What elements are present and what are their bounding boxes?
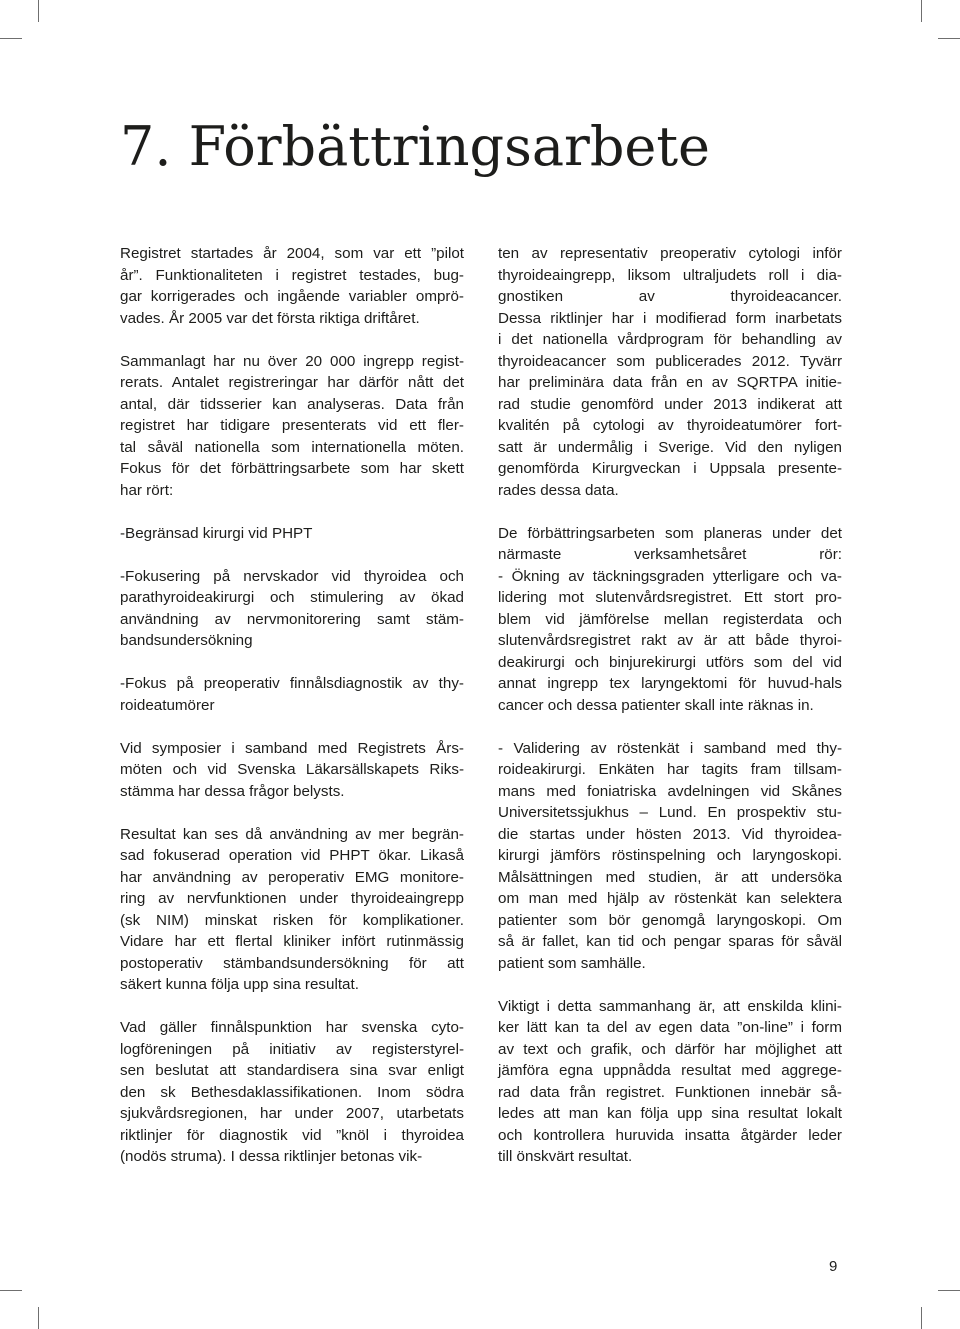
crop-mark-top-right-h xyxy=(938,38,960,39)
text-line: die startas under hösten 2013. Vid thyroidea- xyxy=(498,825,842,843)
text-line: Dessa riktlinjer har i modifierad form inarbetats xyxy=(498,309,842,327)
text-line: thyroideacancer som publicerades 2012. Tyvärr xyxy=(498,352,842,370)
text-line: har användning av peroperativ EMG monitore- xyxy=(120,868,464,886)
text-line: jämföra egna uppnådda resultat med aggrege- xyxy=(498,1062,842,1079)
text-line: så är fallet, kan tid och pengar sparas för såväl xyxy=(498,933,842,950)
text-line: rad studie genomförd under 2013 indikerat att xyxy=(498,395,842,413)
text-line: - Ökning av täckningsgraden ytterligare och va- xyxy=(498,567,842,585)
text-line: av text och grafik, och därför har möjlighet att xyxy=(498,1040,842,1058)
crop-mark-bottom-right-h xyxy=(938,1290,960,1291)
text-line: cancer och dessa patienter skall inte räknas in. xyxy=(498,696,814,714)
paragraph xyxy=(498,996,842,1168)
paragraph xyxy=(120,824,464,996)
crop-mark-bottom-left-v xyxy=(38,1307,39,1329)
text-line: registret har tidigare presenterats vid ett fler- xyxy=(120,417,464,434)
text-line: Universitetssjukhus – Lund. En prospektiv stu- xyxy=(498,804,842,821)
crop-mark-bottom-right-v xyxy=(921,1307,922,1329)
page-number: 9 xyxy=(829,1258,838,1275)
text-line: möten och vid Svenska Läkarsällskapets Riks- xyxy=(120,761,464,778)
text-line: parathyroideakirurgi och stimulering av ökad xyxy=(120,589,464,606)
text-line: kirurgi jämförs röstinspelning och laryngoskopi. xyxy=(498,847,842,864)
crop-mark-bottom-left-h xyxy=(0,1290,22,1291)
crop-mark-top-left-h xyxy=(0,38,22,39)
text-line: gnostiken av thyroideacancer. xyxy=(498,288,842,305)
text-line: har rört: xyxy=(120,481,174,499)
text-line: deakirurgi och binjurekirurgi utförs som del vid xyxy=(498,653,842,671)
text-line: tal såväl nationella som internationella möten. xyxy=(120,438,464,456)
text-line: blem vid jämförelse mellan registerdata och xyxy=(498,610,842,628)
text-line: Vad gäller finnålspunktion har svenska cyto- xyxy=(120,1019,464,1036)
text-line: sen beslutat att standardisera sina svar enligt xyxy=(120,1062,464,1079)
left-column xyxy=(120,243,464,1168)
text-line: vades. År 2005 var det första riktiga driftåret. xyxy=(120,309,420,327)
text-line: annat ingrepp tex laryngektomi för huvud-hals xyxy=(498,675,842,692)
text-line: -Fokus på preoperativ finnålsdiagnostik av thy- xyxy=(120,675,464,692)
text-line: - Validering av röstenkät i samband med thy- xyxy=(498,739,842,757)
text-line: Vid symposier i samband med Registrets Års- xyxy=(120,739,464,757)
text-line: bandsundersökning xyxy=(120,632,253,649)
paragraph-gap xyxy=(120,652,464,674)
text-line: ledes att man kan följa upp sina resultat lokalt xyxy=(498,1105,842,1122)
text-line: (nodös struma). I dessa riktlinjer betonas vik- xyxy=(120,1148,423,1165)
text-line: stämma har dessa frågor belysts. xyxy=(120,782,345,800)
text-line: satt är undermålig i Sverige. Vid den nyligen xyxy=(498,438,842,456)
text-line: den sk Bethesdaklassifikationen. Inom södra xyxy=(120,1083,464,1101)
text-line: slutenvårdsregistret rakt av är att både thyroi- xyxy=(498,632,842,649)
text-line: thyroideaingrepp, liksom ultraljudets roll i dia- xyxy=(498,266,842,284)
text-line: Viktigt i detta sammanhang är, att enskilda klini- xyxy=(498,997,842,1015)
text-line: riktlinjer för diagnostik vid ”knöl i thyroidea xyxy=(120,1126,464,1144)
text-line: -Begränsad kirurgi vid PHPT xyxy=(120,524,313,542)
text-line: De förbättringsarbeten som planeras under det xyxy=(498,524,842,542)
paragraph xyxy=(120,523,464,545)
text-line: lidering mot slutenvårdsregistret. Ett stort pro- xyxy=(498,589,842,606)
paragraph-gap xyxy=(498,974,842,996)
text-line: Målsättningen med studien, är att undersöka xyxy=(498,868,842,886)
text-line: -Fokusering på nervskador vid thyroidea och xyxy=(120,567,464,585)
text-line: postoperativ stämbandsundersökning för att xyxy=(120,954,464,972)
text-line: sad fokuserad operation vid PHPT ökar. Likaså xyxy=(120,847,464,864)
text-line: rad data från registret. Funktionen innebär så- xyxy=(498,1083,842,1101)
text-line: Resultat kan ses då användning av mer begrän- xyxy=(120,825,464,843)
paragraph xyxy=(498,523,842,717)
text-line: Fokus för det förbättringsarbete som har skett xyxy=(120,460,464,477)
text-line: sjukvårdsregionen, har under 2007, utarbetats xyxy=(120,1105,464,1122)
right-column xyxy=(498,243,842,1168)
text-line: genomförda Kirurgveckan i Uppsala presente- xyxy=(498,460,842,477)
crop-mark-top-right-v xyxy=(921,0,922,22)
text-line: (sk NIM) minskat risken för komplikationer. xyxy=(120,911,464,929)
text-line: logföreningen på initiativ av registerstyrel- xyxy=(120,1040,464,1058)
text-line: har preliminära data från en av SQRTPA initie- xyxy=(498,374,842,391)
text-line: kvalitén på cytologi av thyroideatumörer fort- xyxy=(498,417,842,434)
text-line: och kontrollera huruvida insatta åtgärder leder xyxy=(498,1126,842,1144)
text-line: användning av nervmonitorering samt stäm- xyxy=(120,610,464,628)
paragraph xyxy=(498,243,842,501)
paragraph xyxy=(120,673,464,716)
paragraph-gap xyxy=(120,802,464,824)
text-line: ker lätt kan ta del av egen data ”on-line” i form xyxy=(498,1019,842,1036)
paragraph-gap xyxy=(120,501,464,523)
text-line: rerats. Antalet registreringar har därför nått det xyxy=(120,374,464,391)
crop-mark-top-left-v xyxy=(38,0,39,22)
text-line: ten av representativ preoperativ cytologi inför xyxy=(498,245,842,262)
text-line: till önskvärt resultat. xyxy=(498,1148,633,1165)
text-line: Sammanlagt har nu över 20 000 ingrepp regist- xyxy=(120,352,464,370)
text-line: säkert kunna följa upp sina resultat. xyxy=(120,976,359,993)
text-line: gar korrigerades och ingående variabler omprö- xyxy=(120,288,464,305)
paragraph xyxy=(498,738,842,975)
paragraph-gap xyxy=(120,544,464,566)
text-line: Registret startades år 2004, som var ett ”pilot xyxy=(120,245,464,262)
text-line: roideakirurgi. Enkäten har tagits fram tillsam- xyxy=(498,761,842,778)
text-line: antal, där tidsserier kan analyseras. Data från xyxy=(120,395,464,413)
text-line: i det nationella vårdprogram för behandling av xyxy=(498,331,842,348)
text-line: närmaste verksamhetsåret rör: xyxy=(498,546,842,563)
paragraph-gap xyxy=(120,329,464,351)
paragraph xyxy=(120,738,464,803)
paragraph-gap xyxy=(120,716,464,738)
text-line: rades dessa data. xyxy=(498,481,619,499)
paragraph xyxy=(120,566,464,652)
paragraph-gap xyxy=(120,996,464,1018)
text-line: patient som samhälle. xyxy=(498,954,646,972)
text-line: Vidare har ett flertal kliniker infört rutinmässig xyxy=(120,933,464,950)
text-line: patienter som bör genomgå laryngoskopi. Om xyxy=(498,911,842,929)
text-line: om man med hjälp av röstenkät kan selektera xyxy=(498,890,842,907)
text-line: ring av nervfunktionen under thyroideaingrepp xyxy=(120,890,464,907)
text-line: roideatumörer xyxy=(120,696,215,714)
paragraph xyxy=(120,243,464,329)
text-line: mans med foniatriska avdelningen vid Skånes xyxy=(498,782,842,800)
page-title: 7. Förbättringsarbete xyxy=(120,115,711,178)
paragraph xyxy=(120,1017,464,1168)
paragraph-gap xyxy=(498,501,842,523)
text-line: år”. Funktionaliteten i registret testades, bug- xyxy=(120,266,464,284)
paragraph xyxy=(120,351,464,502)
paragraph-gap xyxy=(498,716,842,738)
